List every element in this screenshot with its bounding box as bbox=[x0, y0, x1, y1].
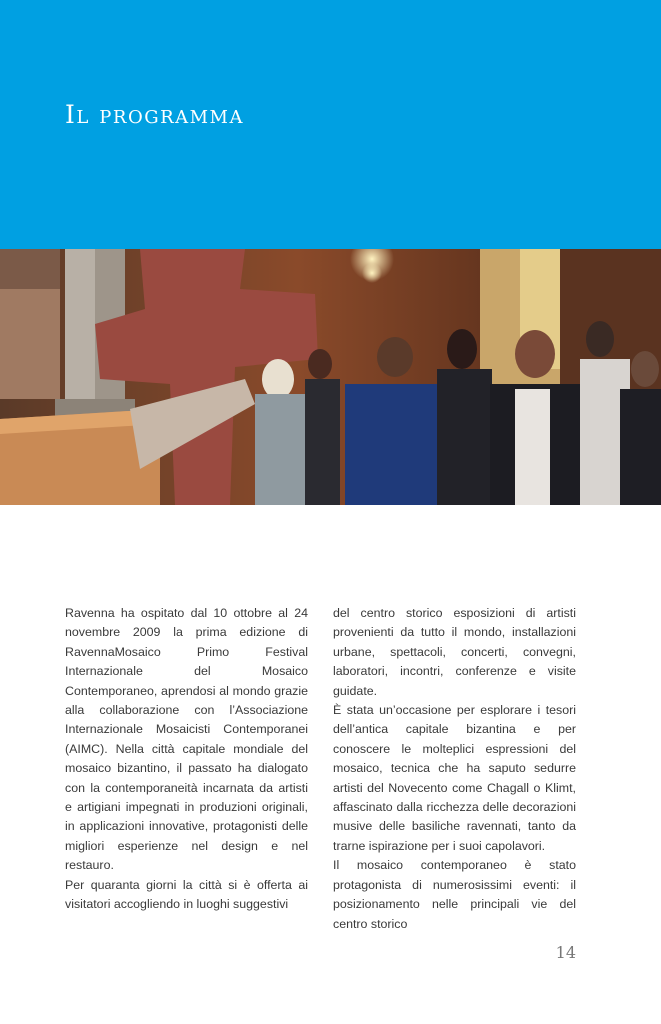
paragraph: Ravenna ha ospitato dal 10 ottobre al 24 novembre 2009 la prima edizione di RavennaMosaico Primo Festival Internazionale del Mosaico Contemporaneo, aprendosi al mondo grazie alla collaborazione con l’Associazione Internazionale Mosaicisti Contemporanei (AIMC). Nella città capitale mondiale del mosaico bizantino, il passato ha dialogato con la contemporaneità incarnata da artisti e artigiani impegnati in produzioni originali, in applicazioni innovative, protagonisti delle migliori esperienze nel design e nel restauro. bbox=[65, 606, 308, 873]
text-column-right bbox=[333, 604, 576, 934]
page-title: Il programma bbox=[65, 100, 244, 129]
paragraph: Per quaranta giorni la città si è offerta ai visitatori accogliendo in luoghi suggestivi bbox=[65, 877, 308, 912]
paragraph: del centro storico esposizioni di artisti provenienti da tutto il mondo, installazioni urbane, spettacoli, concerti, convegni, laboratori, incontri, conferenze e visite guidate. bbox=[333, 606, 576, 698]
exhibition-photo bbox=[0, 249, 661, 505]
text-column-left bbox=[65, 604, 308, 915]
header-band bbox=[0, 0, 661, 249]
page-number: 14 bbox=[555, 943, 576, 962]
paragraph: Il mosaico contemporaneo è stato protagonista di numerosissimi eventi: il posizionamento nelle principali vie del centro storico bbox=[333, 858, 576, 931]
paragraph: È stata un’occasione per esplorare i tesori dell’antica capitale bizantina e per conoscere le molteplici espressioni del mosaico, tecnica che ha saputo sedurre artisti del Novecento come Chagall o Klimt, affascinato dalla ricchezza delle decorazioni musive delle basiliche ravennati, tanto da trarne ispirazione per i suoi capolavori. bbox=[333, 703, 576, 853]
